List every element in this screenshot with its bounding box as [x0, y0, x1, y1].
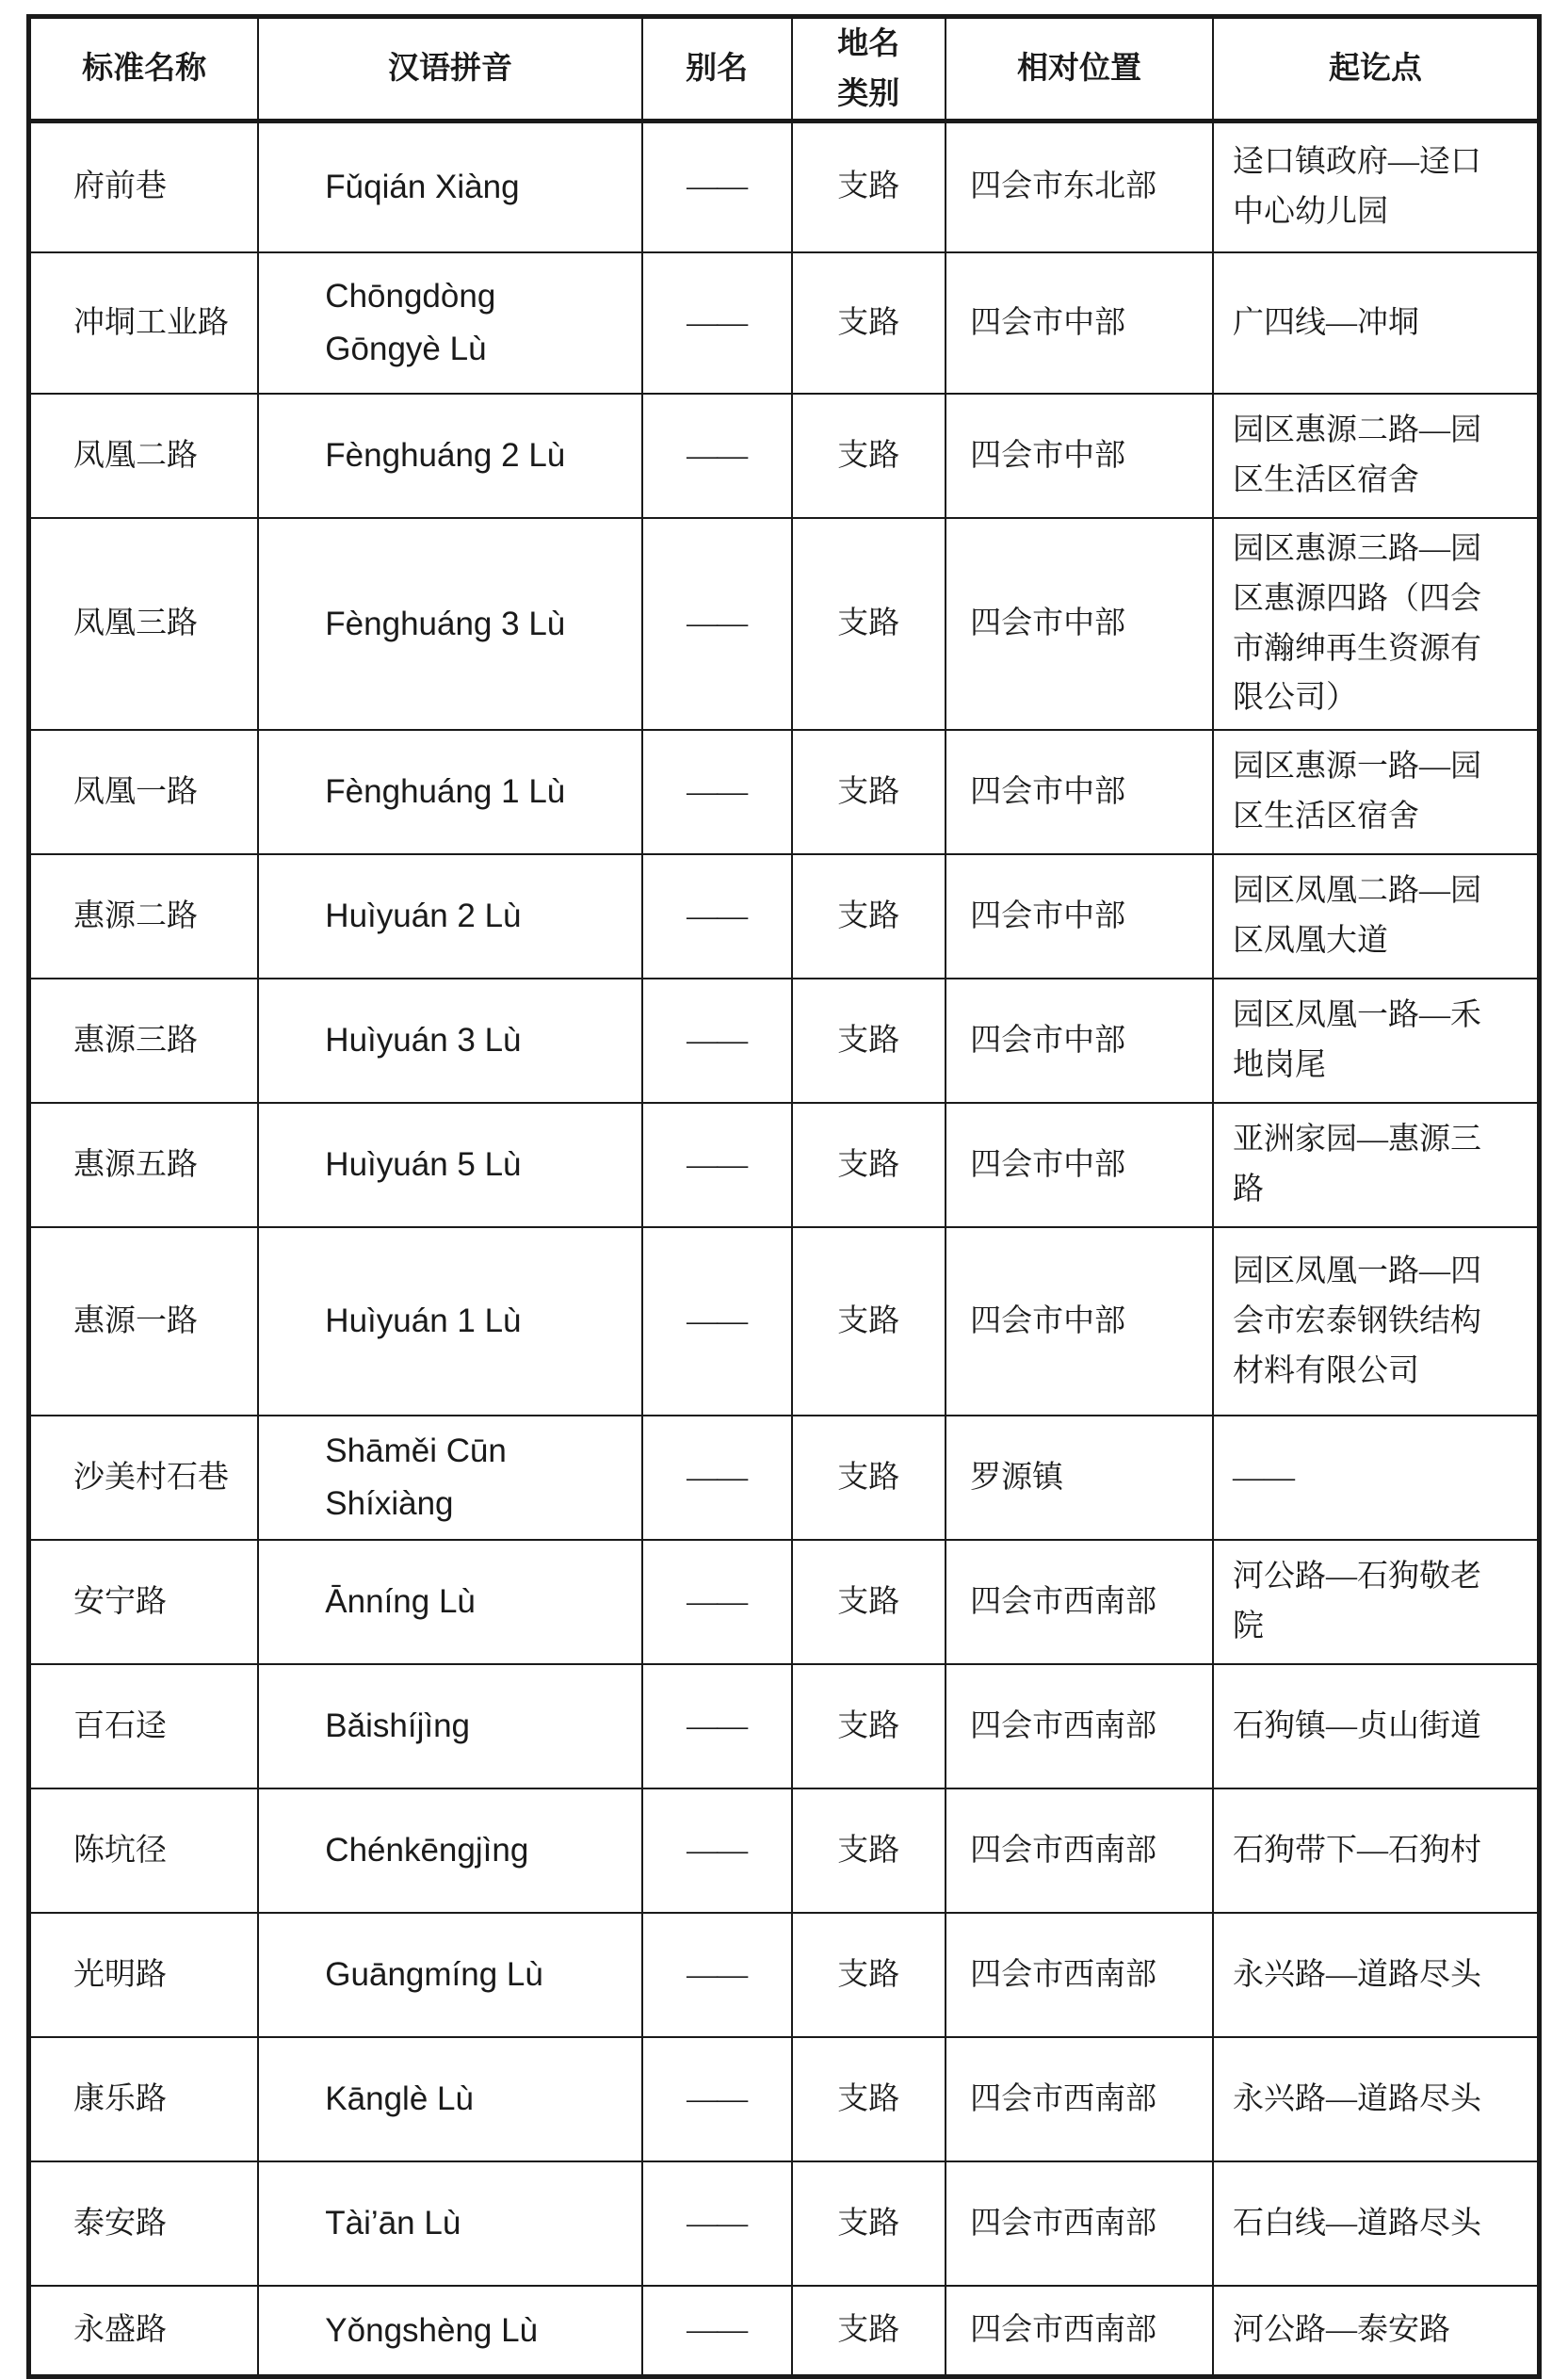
cell-alias: —— [642, 1416, 792, 1540]
cell-category: 支路 [792, 252, 946, 394]
cell-pinyin: Huìyuán 1 Lù [258, 1227, 641, 1416]
cell-alias: —— [642, 394, 792, 518]
cell-alias: —— [642, 518, 792, 730]
cell-endpoints: 园区凤凰一路—四会市宏泰钢铁结构材料有限公司 [1213, 1227, 1540, 1416]
cell-standard-name: 安宁路 [29, 1540, 259, 1664]
cell-position: 四会市西南部 [946, 1664, 1213, 1788]
cell-pinyin: Chōngdòng Gōngyè Lù [258, 252, 641, 394]
cell-standard-name: 百石迳 [29, 1664, 259, 1788]
cell-position: 四会市西南部 [946, 2037, 1213, 2161]
cell-pinyin: Fǔqián Xiàng [258, 121, 641, 252]
cell-pinyin: Kānglè Lù [258, 2037, 641, 2161]
cell-alias: —— [642, 2286, 792, 2376]
column-header-category: 地名类别 [792, 17, 946, 121]
cell-endpoints: 河公路—石狗敬老院 [1213, 1540, 1540, 1664]
table-row [29, 2037, 1540, 2161]
cell-category: 支路 [792, 1913, 946, 2037]
cell-category: 支路 [792, 1103, 946, 1227]
cell-pinyin: Fènghuáng 1 Lù [258, 730, 641, 854]
cell-position: 四会市西南部 [946, 1788, 1213, 1913]
cell-position: 四会市西南部 [946, 1540, 1213, 1664]
table-row [29, 979, 1540, 1103]
cell-standard-name: 康乐路 [29, 2037, 259, 2161]
cell-category: 支路 [792, 1540, 946, 1664]
cell-position: 四会市西南部 [946, 2286, 1213, 2376]
cell-category: 支路 [792, 1416, 946, 1540]
table-header [29, 17, 1540, 121]
cell-alias: —— [642, 1664, 792, 1788]
table-row [29, 2161, 1540, 2286]
cell-standard-name: 惠源二路 [29, 854, 259, 979]
cell-category: 支路 [792, 1788, 946, 1913]
cell-category: 支路 [792, 2286, 946, 2376]
cell-position: 四会市中部 [946, 394, 1213, 518]
cell-standard-name: 府前巷 [29, 121, 259, 252]
cell-standard-name: 凤凰一路 [29, 730, 259, 854]
cell-category: 支路 [792, 979, 946, 1103]
column-header-standard-name: 标准名称 [29, 17, 259, 121]
header-row [29, 17, 1540, 121]
column-header-pinyin: 汉语拼音 [258, 17, 641, 121]
table-row [29, 1788, 1540, 1913]
cell-pinyin: Fènghuáng 3 Lù [258, 518, 641, 730]
cell-category: 支路 [792, 2037, 946, 2161]
cell-position: 四会市中部 [946, 854, 1213, 979]
table-row [29, 1103, 1540, 1227]
cell-alias: —— [642, 252, 792, 394]
table-row [29, 1416, 1540, 1540]
cell-alias: —— [642, 2161, 792, 2286]
cell-pinyin: Guāngmíng Lù [258, 1913, 641, 2037]
cell-pinyin: Shāměi Cūn Shíxiàng [258, 1416, 641, 1540]
cell-pinyin: Fènghuáng 2 Lù [258, 394, 641, 518]
cell-category: 支路 [792, 1227, 946, 1416]
cell-endpoints: 迳口镇政府—迳口中心幼儿园 [1213, 121, 1540, 252]
table-row [29, 518, 1540, 730]
cell-alias: —— [642, 979, 792, 1103]
cell-standard-name: 冲垌工业路 [29, 252, 259, 394]
cell-standard-name: 沙美村石巷 [29, 1416, 259, 1540]
cell-pinyin: Ānníng Lù [258, 1540, 641, 1664]
table-row [29, 252, 1540, 394]
cell-alias: —— [642, 854, 792, 979]
place-names-table [26, 14, 1542, 2379]
cell-pinyin: Yǒngshèng Lù [258, 2286, 641, 2376]
cell-alias: —— [642, 1540, 792, 1664]
cell-endpoints: 永兴路—道路尽头 [1213, 2037, 1540, 2161]
cell-endpoints: 永兴路—道路尽头 [1213, 1913, 1540, 2037]
cell-endpoints: 园区凤凰一路—禾地岗尾 [1213, 979, 1540, 1103]
cell-position: 四会市中部 [946, 1227, 1213, 1416]
cell-alias: —— [642, 1913, 792, 2037]
cell-category: 支路 [792, 854, 946, 979]
cell-alias: —— [642, 121, 792, 252]
column-header-position: 相对位置 [946, 17, 1213, 121]
cell-category: 支路 [792, 394, 946, 518]
cell-pinyin: Bǎishíjìng [258, 1664, 641, 1788]
cell-alias: —— [642, 2037, 792, 2161]
cell-standard-name: 凤凰三路 [29, 518, 259, 730]
cell-pinyin: Tài’ān Lù [258, 2161, 641, 2286]
cell-position: 四会市西南部 [946, 1913, 1213, 2037]
cell-category: 支路 [792, 730, 946, 854]
cell-pinyin: Huìyuán 2 Lù [258, 854, 641, 979]
cell-pinyin: Huìyuán 5 Lù [258, 1103, 641, 1227]
cell-endpoints: 石狗带下—石狗村 [1213, 1788, 1540, 1913]
table-row [29, 1913, 1540, 2037]
cell-endpoints: —— [1213, 1416, 1540, 1540]
column-header-endpoints: 起讫点 [1213, 17, 1540, 121]
cell-standard-name: 永盛路 [29, 2286, 259, 2376]
cell-standard-name: 凤凰二路 [29, 394, 259, 518]
cell-position: 四会市东北部 [946, 121, 1213, 252]
cell-position: 四会市中部 [946, 518, 1213, 730]
cell-pinyin: Chénkēngjìng [258, 1788, 641, 1913]
table-row [29, 854, 1540, 979]
cell-pinyin: Huìyuán 3 Lù [258, 979, 641, 1103]
table-row [29, 394, 1540, 518]
cell-category: 支路 [792, 121, 946, 252]
cell-position: 四会市中部 [946, 252, 1213, 394]
cell-standard-name: 惠源五路 [29, 1103, 259, 1227]
cell-standard-name: 光明路 [29, 1913, 259, 2037]
cell-position: 四会市中部 [946, 1103, 1213, 1227]
cell-alias: —— [642, 1788, 792, 1913]
cell-position: 罗源镇 [946, 1416, 1213, 1540]
cell-endpoints: 石白线—道路尽头 [1213, 2161, 1540, 2286]
cell-endpoints: 园区凤凰二路—园区凤凰大道 [1213, 854, 1540, 979]
cell-position: 四会市中部 [946, 979, 1213, 1103]
cell-standard-name: 陈坑径 [29, 1788, 259, 1913]
cell-endpoints: 园区惠源三路—园区惠源四路（四会市瀚绅再生资源有限公司） [1213, 518, 1540, 730]
cell-category: 支路 [792, 2161, 946, 2286]
cell-standard-name: 惠源三路 [29, 979, 259, 1103]
cell-category: 支路 [792, 1664, 946, 1788]
cell-position: 四会市中部 [946, 730, 1213, 854]
column-header-alias: 别名 [642, 17, 792, 121]
table-row [29, 1227, 1540, 1416]
cell-standard-name: 泰安路 [29, 2161, 259, 2286]
table-row [29, 2286, 1540, 2376]
table-body [29, 121, 1540, 2376]
table-row [29, 1664, 1540, 1788]
cell-alias: —— [642, 1227, 792, 1416]
cell-endpoints: 石狗镇—贞山街道 [1213, 1664, 1540, 1788]
cell-endpoints: 园区惠源一路—园区生活区宿舍 [1213, 730, 1540, 854]
cell-endpoints: 河公路—泰安路 [1213, 2286, 1540, 2376]
cell-alias: —— [642, 730, 792, 854]
cell-endpoints: 广四线—冲垌 [1213, 252, 1540, 394]
table-row [29, 121, 1540, 252]
cell-category: 支路 [792, 518, 946, 730]
cell-standard-name: 惠源一路 [29, 1227, 259, 1416]
cell-endpoints: 园区惠源二路—园区生活区宿舍 [1213, 394, 1540, 518]
cell-position: 四会市西南部 [946, 2161, 1213, 2286]
table-row [29, 730, 1540, 854]
cell-endpoints: 亚洲家园—惠源三路 [1213, 1103, 1540, 1227]
table-row [29, 1540, 1540, 1664]
cell-alias: —— [642, 1103, 792, 1227]
